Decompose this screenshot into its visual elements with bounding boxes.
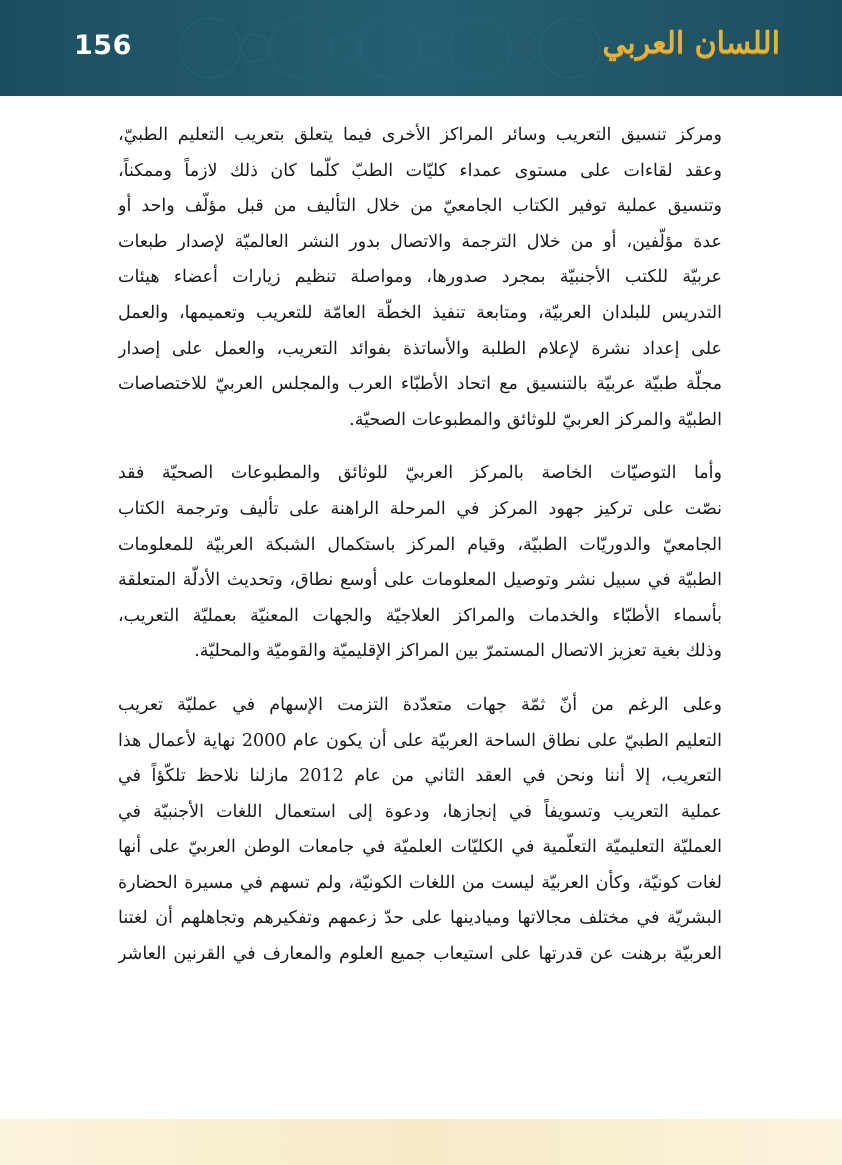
text-line: بأسماء الأطبّاء والخدمات والمراكز العلاجيّة والجهات المعنيّة بعمليّة التعريب، (118, 605, 722, 626)
text-line: التدريس للبلدان العربيّة، ومتابعة تنفيذ الخطّة العامّة للتعريب وتعميمها، والعمل (118, 302, 722, 323)
page-header (0, 0, 842, 96)
text-line: ومركز تنسيق التعريب وسائر المراكز الأخرى فيما يتعلق بتعريب التعليم الطبيّ، (118, 125, 722, 145)
text-line: التعليم الطبيّ على نطاق الساحة العربيّة على أن يكون عام 2000 نهاية لأعمال هذا (118, 730, 722, 751)
text-line: عربيّة للكتب الأجنبيّة بمجرد صدورها، ومواصلة تنظيم زيارات أعضاء هيئات (118, 267, 722, 288)
text-line: العمليّة التعليميّة التعلّمية في الكليّات العلميّة في جامعات الوطن العربيّ على أنها (118, 837, 722, 858)
paragraph-1 (118, 118, 722, 438)
text-line: وذلك بغية تعزيز الاتصال المستمرّ بين المراكز الإقليميّة والقوميّة والمحليّة. (194, 641, 722, 662)
text-line: الطبيّة في سبيل نشر وتوصيل المعلومات على أوسع نطاق، وتحديث الأدلّة المتعلقة (118, 570, 722, 591)
article-body (118, 118, 722, 991)
paragraph-3 (118, 688, 722, 973)
text-line: على إعداد نشرة لإعلام الطلبة والأساتذة بفوائد التعريب، والعمل على إصدار (118, 338, 722, 359)
text-line: وعلى الرغم من أنّ ثمّة جهات متعدّدة التزمت الإسهام في عمليّة تعريب (118, 694, 722, 715)
text-line: وتنسيق عملية توفير الكتاب الجامعيّ من خلال التأليف من قبل مؤلّف واحد أو (118, 196, 722, 217)
journal-logo: اللسان العربي (602, 26, 780, 61)
text-line: الطبيّة والمركز العربيّ للوثائق والمطبوعات الصحيّة. (349, 409, 722, 430)
text-line: نصّت على تركيز جهود المركز في المرحلة الراهنة على تأليف وترجمة الكتاب (118, 498, 722, 519)
footer-band (0, 1119, 842, 1165)
text-line: وأما التوصيّات الخاصة بالمركز العربيّ للوثائق والمطبوعات الصحيّة فقد (118, 463, 722, 484)
text-line: الجامعيّ والدوريّات الطبيّة، وقيام المركز باستكمال الشبكة العربيّة للمعلومات (118, 534, 722, 555)
text-line: التعريب، إلا أننا ونحن في العقد الثاني من عام 2012 مازلنا نلاحظ تلكّؤاً في (118, 766, 722, 787)
page-number: 156 (74, 30, 132, 61)
text-line: البشريّة في مختلف مجالاتها وميادينها على حدّ زعمهم وتفكيرهم وتجاهلهم أن لغتنا (118, 908, 722, 929)
text-line: عدة مؤلّفين، أو من خلال الترجمة والاتصال بدور النشر العالميّة لإصدار طبعات (118, 231, 722, 252)
text-line: وعقد لقاءات على مستوى عمداء كليّات الطبّ كلّما كان ذلك لازماً وممكناً، (118, 160, 722, 181)
text-line: عملية التعريب وتسويفاً في إنجازها، ودعوة إلى استعمال اللغات الأجنبيّة في (118, 801, 722, 822)
text-line: مجلّة طبيّة عربيّة بالتنسيق مع اتحاد الأطبّاء العرب والمجلس العربيّ للاختصاصات (118, 374, 722, 395)
text-line: العربيّة برهنت عن قدرتها على استيعاب جميع العلوم والمعارف في القرنين العاشر (118, 944, 722, 965)
paragraph-2 (118, 456, 722, 670)
text-line: لغات كونيّة، وكأن العربيّة ليست من اللغات الكونيّة، ولم تسهم في مسيرة الحضارة (118, 872, 722, 893)
